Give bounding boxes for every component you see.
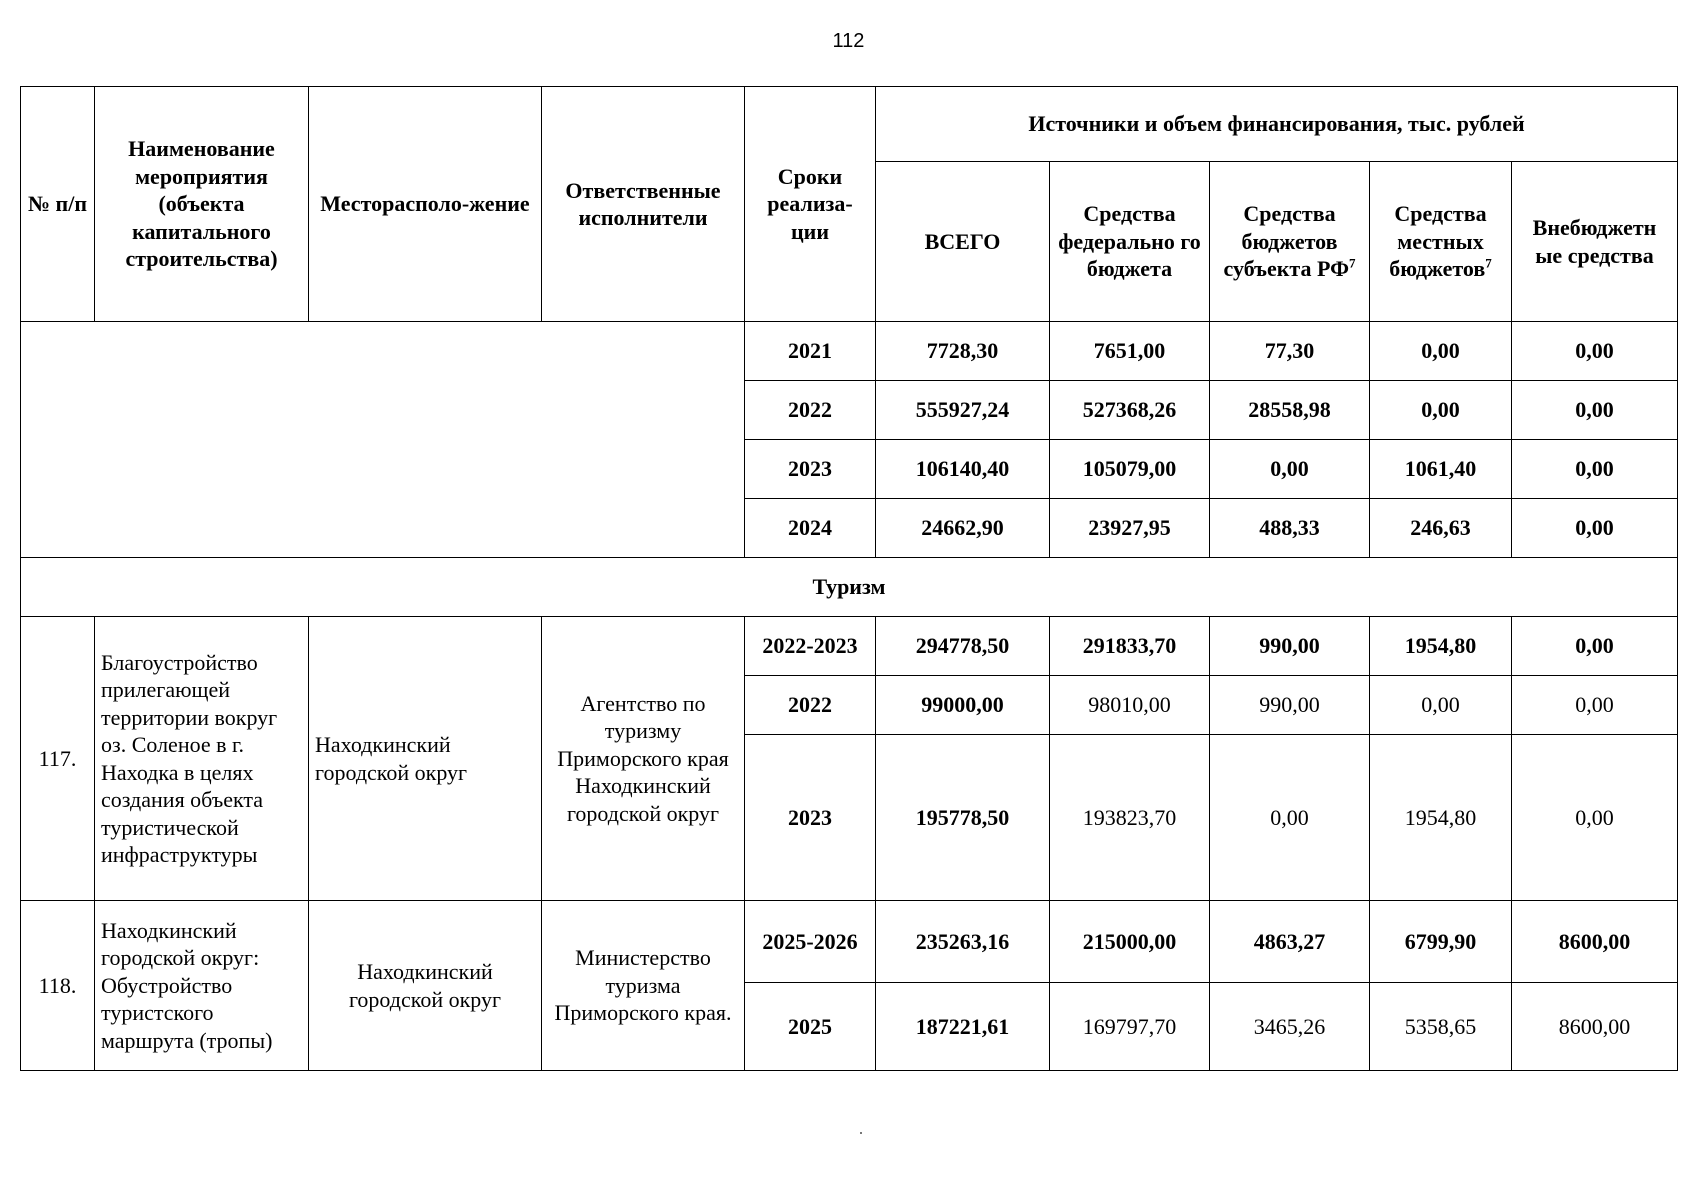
item-name: Благоустройство прилегающей территории вокруг оз. Соленое в г. Находка в целях создания объекта туристической инфраструктуры (95, 617, 309, 901)
item-location: Находкинский городской округ (309, 901, 542, 1071)
local-cell: 5358,65 (1370, 983, 1512, 1071)
year-cell: 2022 (745, 381, 876, 440)
header-local (1370, 162, 1512, 322)
year-cell: 2022-2023 (745, 617, 876, 676)
financing-table (20, 86, 1678, 1071)
subject-cell: 990,00 (1210, 617, 1370, 676)
header-period: Сроки реализа-ции (745, 87, 876, 322)
local-cell: 1954,80 (1370, 617, 1512, 676)
item-number: 117. (21, 617, 95, 901)
section-row (21, 558, 1678, 617)
extra-cell: 0,00 (1512, 381, 1678, 440)
scan-speck (860, 1132, 862, 1134)
header-responsible: Ответственные исполнители (542, 87, 745, 322)
year-cell: 2025-2026 (745, 901, 876, 983)
extra-cell: 8600,00 (1512, 901, 1678, 983)
year-cell: 2021 (745, 322, 876, 381)
empty-merged-cell (21, 322, 745, 558)
subject-cell: 990,00 (1210, 676, 1370, 735)
table-row (21, 617, 1678, 676)
year-cell: 2022 (745, 676, 876, 735)
header-extra: Внебюджетн ые средства (1512, 162, 1678, 322)
subject-cell: 4863,27 (1210, 901, 1370, 983)
extra-cell: 0,00 (1512, 499, 1678, 558)
header-total: ВСЕГО (876, 162, 1050, 322)
header-subject-sup: 7 (1348, 255, 1356, 271)
local-cell: 0,00 (1370, 322, 1512, 381)
subject-cell: 77,30 (1210, 322, 1370, 381)
subject-cell: 488,33 (1210, 499, 1370, 558)
subject-cell: 28558,98 (1210, 381, 1370, 440)
local-cell: 0,00 (1370, 676, 1512, 735)
total-cell: 555927,24 (876, 381, 1050, 440)
total-cell: 99000,00 (876, 676, 1050, 735)
federal-cell: 169797,70 (1050, 983, 1210, 1071)
total-cell: 24662,90 (876, 499, 1050, 558)
header-subject-text: Средства бюджетов субъекта РФ (1223, 201, 1349, 282)
federal-cell: 98010,00 (1050, 676, 1210, 735)
extra-cell: 0,00 (1512, 617, 1678, 676)
item-location: Находкинский городской округ (309, 617, 542, 901)
table-row (21, 901, 1678, 983)
federal-cell: 193823,70 (1050, 735, 1210, 901)
item-name: Находкинский городской округ: Обустройство туристского маршрута (тропы) (95, 901, 309, 1071)
item-responsible: Министерство туризма Приморского края. (542, 901, 745, 1071)
subject-cell: 0,00 (1210, 735, 1370, 901)
extra-cell: 0,00 (1512, 735, 1678, 901)
header-location: Месторасполо-жение (309, 87, 542, 322)
section-title: Туризм (21, 558, 1678, 617)
local-cell: 1954,80 (1370, 735, 1512, 901)
header-subject (1210, 162, 1370, 322)
local-cell: 246,63 (1370, 499, 1512, 558)
header-name: Наименование мероприятия (объекта капитального строительства) (95, 87, 309, 322)
year-cell: 2023 (745, 735, 876, 901)
total-cell: 235263,16 (876, 901, 1050, 983)
header-local-text: Средства местных бюджетов (1389, 201, 1487, 282)
year-cell: 2023 (745, 440, 876, 499)
local-cell: 0,00 (1370, 381, 1512, 440)
extra-cell: 0,00 (1512, 440, 1678, 499)
federal-cell: 215000,00 (1050, 901, 1210, 983)
local-cell: 1061,40 (1370, 440, 1512, 499)
header-sources: Источники и объем финансирования, тыс. рублей (876, 87, 1678, 162)
federal-cell: 23927,95 (1050, 499, 1210, 558)
federal-cell: 7651,00 (1050, 322, 1210, 381)
header-federal: Средства федерально го бюджета (1050, 162, 1210, 322)
total-cell: 187221,61 (876, 983, 1050, 1071)
year-cell: 2025 (745, 983, 876, 1071)
header-local-sup: 7 (1485, 255, 1492, 271)
item-responsible: Агентство по туризму Приморского края Находкинский городской округ (542, 617, 745, 901)
extra-cell: 8600,00 (1512, 983, 1678, 1071)
total-cell: 294778,50 (876, 617, 1050, 676)
extra-cell: 0,00 (1512, 322, 1678, 381)
total-cell: 195778,50 (876, 735, 1050, 901)
total-cell: 7728,30 (876, 322, 1050, 381)
subject-cell: 0,00 (1210, 440, 1370, 499)
table-row (21, 322, 1678, 381)
local-cell: 6799,90 (1370, 901, 1512, 983)
extra-cell: 0,00 (1512, 676, 1678, 735)
header-num: № п/п (21, 87, 95, 322)
item-number: 118. (21, 901, 95, 1071)
total-cell: 106140,40 (876, 440, 1050, 499)
year-cell: 2024 (745, 499, 876, 558)
federal-cell: 291833,70 (1050, 617, 1210, 676)
federal-cell: 105079,00 (1050, 440, 1210, 499)
page-number: 112 (832, 30, 865, 52)
subject-cell: 3465,26 (1210, 983, 1370, 1071)
federal-cell: 527368,26 (1050, 381, 1210, 440)
